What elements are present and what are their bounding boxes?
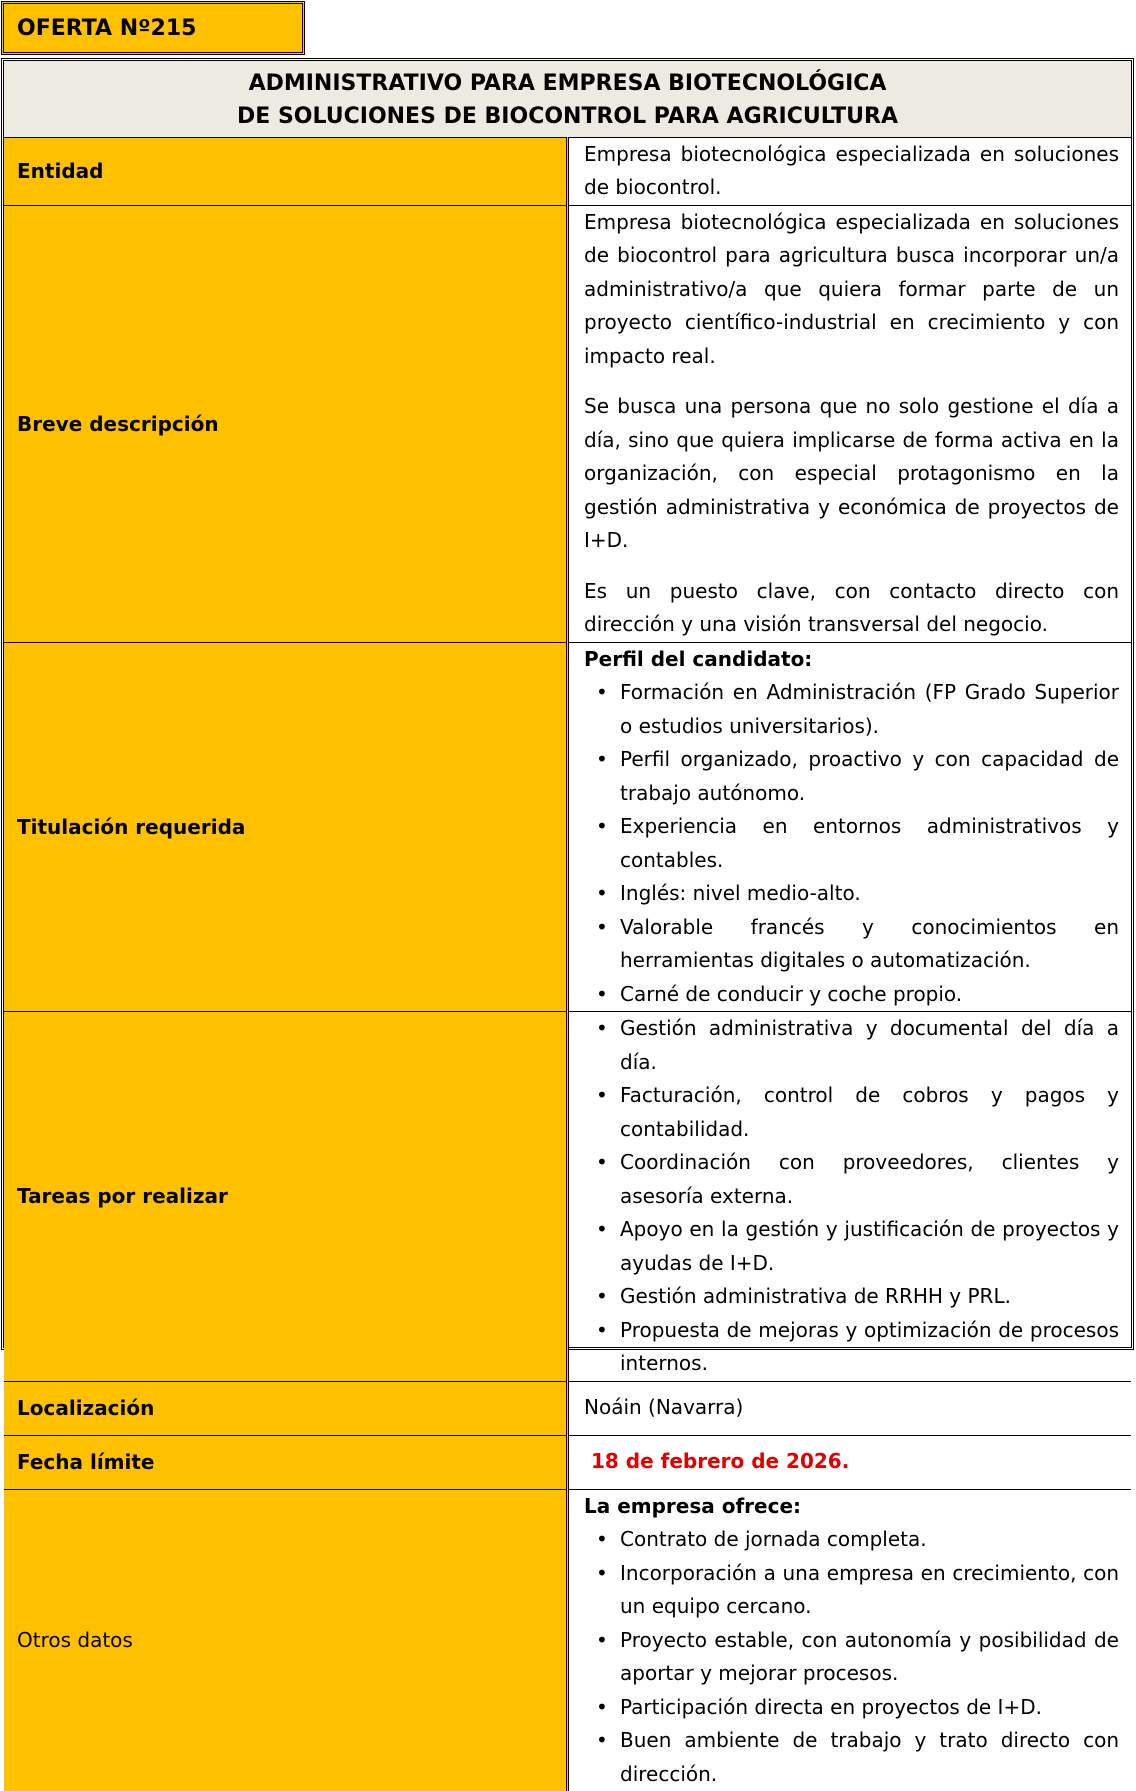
list-item: • Propuesta de mejoras y optimización de procesos internos.: [620, 1314, 1119, 1381]
list-item: • Incorporación a una empresa en crecimiento, con un equipo cercano.: [620, 1557, 1119, 1624]
row-entidad: [4, 137, 1131, 205]
offer-number-box: [1, 1, 305, 55]
list-item: • Valorable francés y conocimientos en herramientas digitales o automatización.: [620, 911, 1119, 978]
label-descripcion: Breve descripción: [4, 205, 568, 642]
list-item: • Gestión administrativa de RRHH y PRL.: [620, 1280, 1119, 1314]
value-fecha: [568, 1435, 1132, 1489]
value-titulacion: [568, 642, 1132, 1012]
list-item: • Formación en Administración (FP Grado Superior o estudios universitarios).: [620, 676, 1119, 743]
row-fecha: [4, 1435, 1131, 1489]
description-paragraph: Se busca una persona que no solo gestione el día a día, sino que quiera implicarse de forma activa en la organización, con especial protagonismo en la gestión administrativa y económica de proyectos de I+D.: [584, 394, 1119, 552]
offer-title-line-1: ADMINISTRATIVO PARA EMPRESA BIOTECNOLÓGICA: [248, 70, 887, 96]
list-item: • Apoyo en la gestión y justificación de proyectos y ayudas de I+D.: [620, 1213, 1119, 1280]
list-item: • Proyecto estable, con autonomía y posibilidad de aportar y mejorar procesos.: [620, 1624, 1119, 1691]
value-tareas: [568, 1012, 1132, 1382]
list-item: • Facturación, control de cobros y pagos y contabilidad.: [620, 1079, 1119, 1146]
label-otros: Otros datos: [4, 1489, 568, 1791]
label-fecha: Fecha límite: [4, 1435, 568, 1489]
label-titulacion: Titulación requerida: [4, 642, 568, 1012]
list-item: • Buen ambiente de trabajo y trato directo con dirección.: [620, 1724, 1119, 1791]
list-item: • Perfil organizado, proactivo y con capacidad de trabajo autónomo.: [620, 743, 1119, 810]
value-localizacion: Noáin (Navarra): [568, 1381, 1132, 1435]
list-item: • Coordinación con proveedores, clientes y asesoría externa.: [620, 1146, 1119, 1213]
list-item: • Participación directa en proyectos de I+D.: [620, 1691, 1119, 1725]
list-item: • Gestión administrativa y documental del día a día.: [620, 1012, 1119, 1079]
row-otros: [4, 1489, 1131, 1791]
offer-title: [4, 61, 1131, 137]
list-item: • Carné de conducir y coche propio.: [620, 978, 1119, 1012]
row-tareas: [4, 1012, 1131, 1382]
benefits-list: [584, 1523, 1119, 1791]
offer-number: OFERTA Nº215: [17, 15, 197, 41]
label-tareas: Tareas por realizar: [4, 1012, 568, 1382]
offer-table: [1, 58, 1134, 1786]
list-item: • Contrato de jornada completa.: [620, 1523, 1119, 1557]
value-otros: [568, 1489, 1132, 1791]
value-entidad: Empresa biotecnológica especializada en soluciones de biocontrol.: [568, 137, 1132, 205]
offer-title-line-2: DE SOLUCIONES DE BIOCONTROL PARA AGRICULTURA: [237, 103, 898, 129]
company-offers-heading: La empresa ofrece:: [584, 1493, 802, 1518]
description-paragraph: Empresa biotecnológica especializada en soluciones de biocontrol para agricultura busca incorporar un/a administrativo/a que quiera formar parte de un proyecto científico-industrial en crecimiento y con impacto real.: [584, 209, 1119, 368]
list-item: • Experiencia en entornos administrativos y contables.: [620, 810, 1119, 877]
label-localizacion: Localización: [4, 1381, 568, 1435]
deadline-date: 18 de febrero de 2026.: [591, 1449, 850, 1474]
row-localizacion: [4, 1381, 1131, 1435]
list-item: • Inglés: nivel medio-alto.: [620, 877, 1119, 911]
label-entidad: Entidad: [4, 137, 568, 205]
description-paragraph: Es un puesto clave, con contacto directo con dirección y una visión transversal del negocio.: [584, 578, 1119, 636]
candidate-profile-heading: Perfil del candidato:: [584, 646, 813, 671]
row-titulacion: [4, 642, 1131, 1012]
tasks-list: [584, 1012, 1119, 1381]
requirements-list: [584, 676, 1119, 1011]
row-descripcion: [4, 205, 1131, 642]
value-descripcion: [568, 205, 1132, 642]
